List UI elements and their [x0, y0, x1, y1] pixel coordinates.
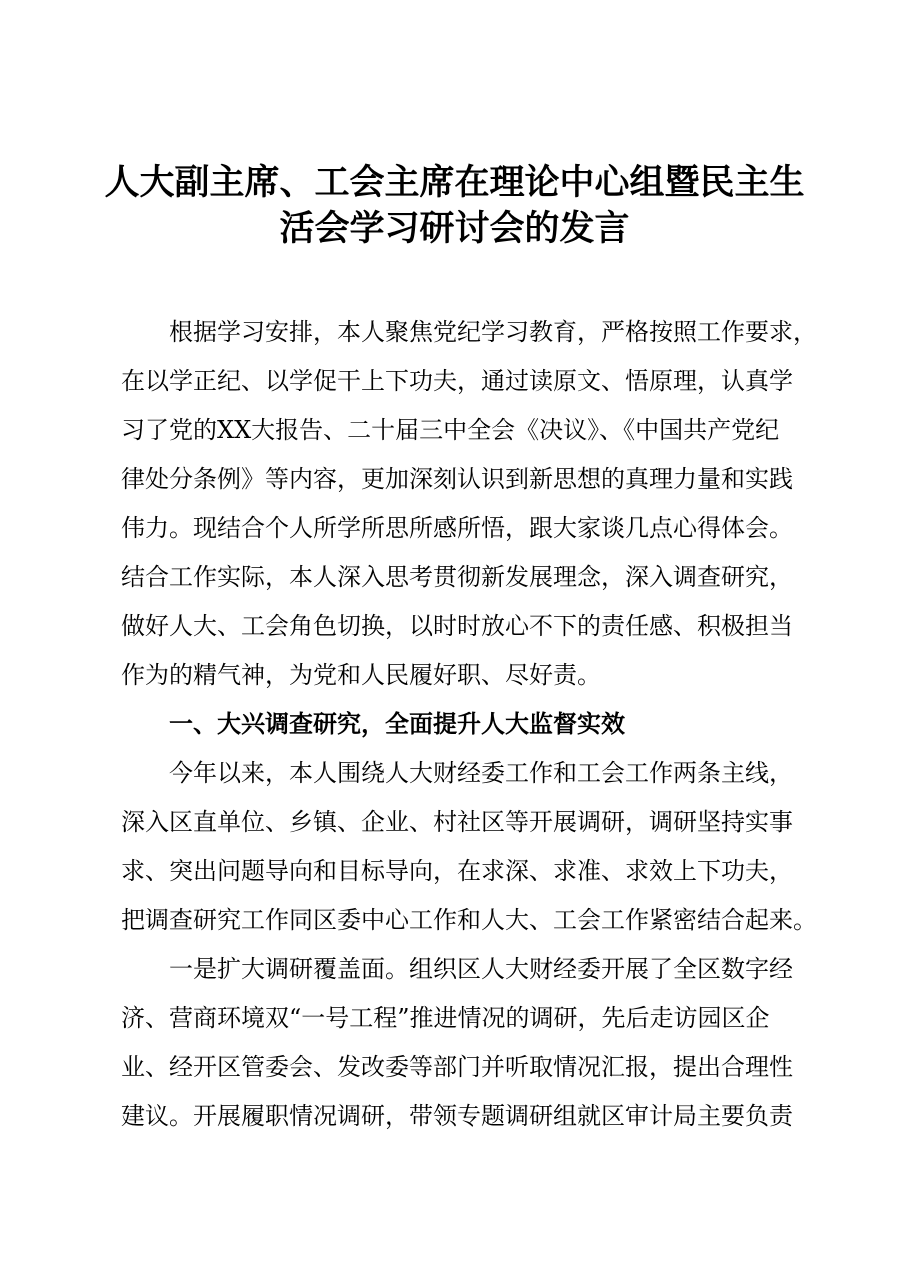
body-line-11: 深入区直单位、乡镇、企业、村社区等开展调研，调研坚持实事 — [121, 808, 793, 836]
body-line-16: 业、经开区管委会、发改委等部门并听取情况汇报，提出合理性 — [121, 1053, 793, 1081]
body-line-17: 建议。开展履职情况调研，带领专题调研组就区审计局主要负责 — [121, 1102, 793, 1130]
title-line-2: 活会学习研讨会的发言 — [279, 208, 630, 249]
body-line-15: 济、营商环境双“一号工程”推进情况的调研，先后走访园区企 — [121, 1004, 770, 1032]
document-title — [100, 160, 809, 252]
body-line-7: 做好人大、工会角色切换，以时时放心不下的责任感、积极担当 — [121, 612, 793, 640]
body-line-10: 今年以来，本人围绕人大财经委工作和工会工作两条主线， — [121, 759, 793, 787]
body-line-6: 结合工作实际，本人深入思考贯彻新发展理念，深入调查研究， — [121, 563, 793, 591]
document-body — [121, 308, 817, 1141]
body-line-8: 作为的精气神，为党和人民履好职、尽好责。 — [121, 661, 601, 689]
body-line-2: 在以学正纪、以学促干上下功夫，通过读原文、悟原理，认真学 — [121, 367, 793, 395]
body-line-3: 习了党的XX大报告、二十届三中全会《决议》、《中国共产党纪 — [121, 416, 780, 444]
body-line-13: 把调查研究工作同区委中心工作和人大、工会工作紧密结合起来。 — [121, 906, 817, 934]
body-line-4: 律处分条例》等内容，更加深刻认识到新思想的真理力量和实践 — [121, 465, 793, 493]
body-line-1: 根据学习安排，本人聚焦党纪学习教育，严格按照工作要求， — [121, 318, 817, 346]
body-line-5: 伟力。现结合个人所学所思所感所悟，跟大家谈几点心得体会。 — [121, 514, 793, 542]
title-line-1: 人大副主席、工会主席在理论中心组暨民主生 — [104, 162, 805, 203]
body-line-12: 求、突出问题导向和目标导向，在求深、求准、求效上下功夫， — [121, 857, 793, 885]
section-heading-1: 一、大兴调查研究，全面提升人大监督实效 — [121, 710, 625, 738]
body-line-14: 一是扩大调研覆盖面。组织区人大财经委开展了全区数字经 — [121, 955, 793, 983]
